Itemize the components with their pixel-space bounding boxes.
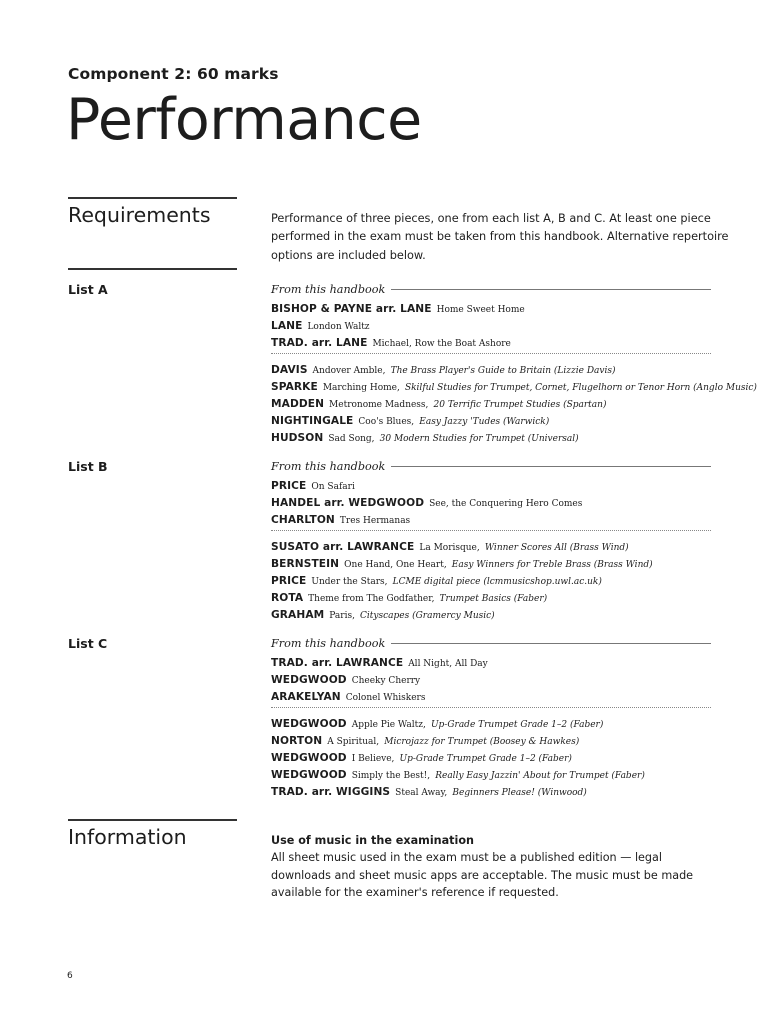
handbook-piece (271, 669, 711, 686)
piece-source: Skilful Studies for Trumpet, Cornet, Flugelhorn or Tenor Horn (Anglo Music) (404, 383, 757, 393)
from-handbook-label: From this handbook (271, 460, 386, 473)
composer: WEDGWOOD (271, 752, 347, 764)
alternative-piece (271, 553, 711, 570)
piece-title: Sad Song, (328, 434, 375, 444)
composer: TRAD. arr. WIGGINS (271, 786, 391, 798)
from-handbook-heading (271, 458, 711, 475)
piece-title: London Waltz (307, 322, 370, 332)
information-text: All sheet music used in the exam must be a published edition — legal downloads and sheet music apps are acceptable. The music must be made available for the examiner's reference if requested. (271, 851, 694, 899)
composer: HANDEL arr. WEDGWOOD (271, 497, 425, 509)
alternative-piece (271, 359, 711, 376)
composer: LANE (271, 320, 303, 332)
piece-title: See, the Conquering Hero Comes (429, 499, 583, 509)
piece-title: Home Sweet Home (436, 305, 525, 315)
piece-title: Theme from The Godfather, (308, 594, 435, 604)
piece-title: A Spiritual, (327, 737, 380, 747)
handbook-piece (271, 475, 711, 492)
composer: BISHOP & PAYNE arr. LANE (271, 303, 432, 315)
piece-title: Simply the Best!, (351, 771, 431, 781)
list-rule (68, 268, 237, 270)
handbook-piece (271, 686, 711, 703)
alternative-piece (271, 730, 711, 747)
composer: SPARKE (271, 381, 318, 393)
piece-title: Marching Home, (322, 383, 400, 393)
information-heading: Information (68, 825, 187, 849)
piece-source: The Brass Player's Guide to Britain (Lizzie Davis) (390, 366, 616, 376)
piece-title: On Safari (311, 482, 355, 492)
piece-source: Easy Jazzy 'Tudes (Warwick) (419, 417, 550, 427)
composer: PRICE (271, 575, 307, 587)
alternative-piece (271, 570, 711, 587)
handbook-piece (271, 492, 711, 509)
alternative-piece (271, 713, 711, 730)
piece-title: Apple Pie Waltz, (351, 720, 426, 730)
composer: WEDGWOOD (271, 674, 347, 686)
dotted-divider (271, 530, 711, 531)
alternative-piece (271, 604, 711, 621)
alternative-piece (271, 376, 757, 393)
composer: WEDGWOOD (271, 718, 347, 730)
alternative-piece (271, 536, 711, 553)
composer: TRAD. arr. LANE (271, 337, 368, 349)
handbook-piece (271, 298, 711, 315)
piece-title: Andover Amble, (312, 366, 386, 376)
piece-title: Metronome Madness, (329, 400, 429, 410)
alternative-piece (271, 427, 711, 444)
composer: PRICE (271, 480, 307, 492)
piece-source: Really Easy Jazzin' About for Trumpet (Faber) (435, 771, 645, 781)
requirements-text: Performance of three pieces, one from each list A, B and C. At least one piece performed in the exam must be taken from this handbook. Alternative repertoire options are included below. (271, 212, 729, 262)
piece-source: Trumpet Basics (Faber) (439, 594, 548, 604)
piece-title: I Believe, (351, 754, 395, 764)
composer: ARAKELYAN (271, 691, 341, 703)
piece-source: Up-Grade Trumpet Grade 1–2 (Faber) (430, 720, 604, 730)
piece-source: Cityscapes (Gramercy Music) (360, 611, 495, 621)
from-handbook-heading (271, 281, 711, 298)
piece-source: 20 Terrific Trumpet Studies (Spartan) (433, 400, 607, 410)
composer: DAVIS (271, 364, 308, 376)
piece-source: Up-Grade Trumpet Grade 1–2 (Faber) (399, 754, 572, 764)
information-rule (68, 819, 237, 821)
heading-rule (391, 289, 711, 290)
list-c-block (271, 635, 711, 798)
requirements-heading: Requirements (68, 203, 211, 227)
piece-title: Cheeky Cherry (351, 676, 421, 686)
piece-title: One Hand, One Heart, (344, 560, 447, 570)
alternative-piece (271, 747, 711, 764)
piece-title: Under the Stars, (311, 577, 388, 587)
piece-source: Beginners Please! (Winwood) (452, 788, 587, 798)
piece-title: La Morisque, (419, 543, 480, 553)
handbook-piece (271, 315, 711, 332)
heading-rule (391, 643, 711, 644)
alternative-piece (271, 587, 711, 604)
list-c-label: List C (68, 636, 108, 651)
composer: MADDEN (271, 398, 325, 410)
page-title: Performance (66, 87, 422, 153)
list-a-block (271, 281, 757, 444)
list-b-block (271, 458, 711, 621)
component-label: Component 2: 60 marks (68, 65, 279, 83)
composer: NIGHTINGALE (271, 415, 354, 427)
from-handbook-label: From this handbook (271, 637, 386, 650)
requirements-rule (68, 197, 237, 199)
composer: NORTON (271, 735, 323, 747)
handbook-piece (271, 509, 711, 526)
handbook-piece (271, 652, 711, 669)
composer: CHARLTON (271, 514, 335, 526)
list-b-label: List B (68, 459, 108, 474)
piece-title: Michael, Row the Boat Ashore (372, 339, 511, 349)
handbook-piece (271, 332, 711, 349)
dotted-divider (271, 707, 711, 708)
alternative-piece (271, 393, 711, 410)
alternative-piece (271, 781, 711, 798)
piece-source: Microjazz for Trumpet (Boosey & Hawkes) (384, 737, 580, 747)
composer: TRAD. arr. LAWRANCE (271, 657, 404, 669)
dotted-divider (271, 353, 711, 354)
piece-title: Colonel Whiskers (345, 693, 426, 703)
composer: HUDSON (271, 432, 324, 444)
alternative-piece (271, 764, 711, 781)
piece-title: Coo's Blues, (358, 417, 415, 427)
piece-title: Tres Hermanas (339, 516, 411, 526)
composer: WEDGWOOD (271, 769, 347, 781)
information-title: Use of music in the examination (271, 834, 474, 847)
piece-source: Winner Scores All (Brass Wind) (484, 543, 629, 553)
composer: ROTA (271, 592, 304, 604)
alternative-piece (271, 410, 711, 427)
composer: GRAHAM (271, 609, 325, 621)
piece-source: Easy Winners for Treble Brass (Brass Wind) (451, 560, 653, 570)
from-handbook-heading (271, 635, 711, 652)
information-block (271, 832, 721, 902)
piece-title: All Night, All Day (408, 659, 488, 669)
page-number: 6 (67, 971, 73, 981)
piece-source: 30 Modern Studies for Trumpet (Universal) (379, 434, 579, 444)
piece-source: LCME digital piece (lcmmusicshop.uwl.ac.uk) (392, 577, 602, 587)
composer: SUSATO arr. LAWRANCE (271, 541, 415, 553)
heading-rule (391, 466, 711, 467)
piece-title: Steal Away, (395, 788, 448, 798)
list-a-label: List A (68, 282, 108, 297)
piece-title: Paris, (329, 611, 355, 621)
from-handbook-label: From this handbook (271, 283, 386, 296)
composer: BERNSTEIN (271, 558, 340, 570)
